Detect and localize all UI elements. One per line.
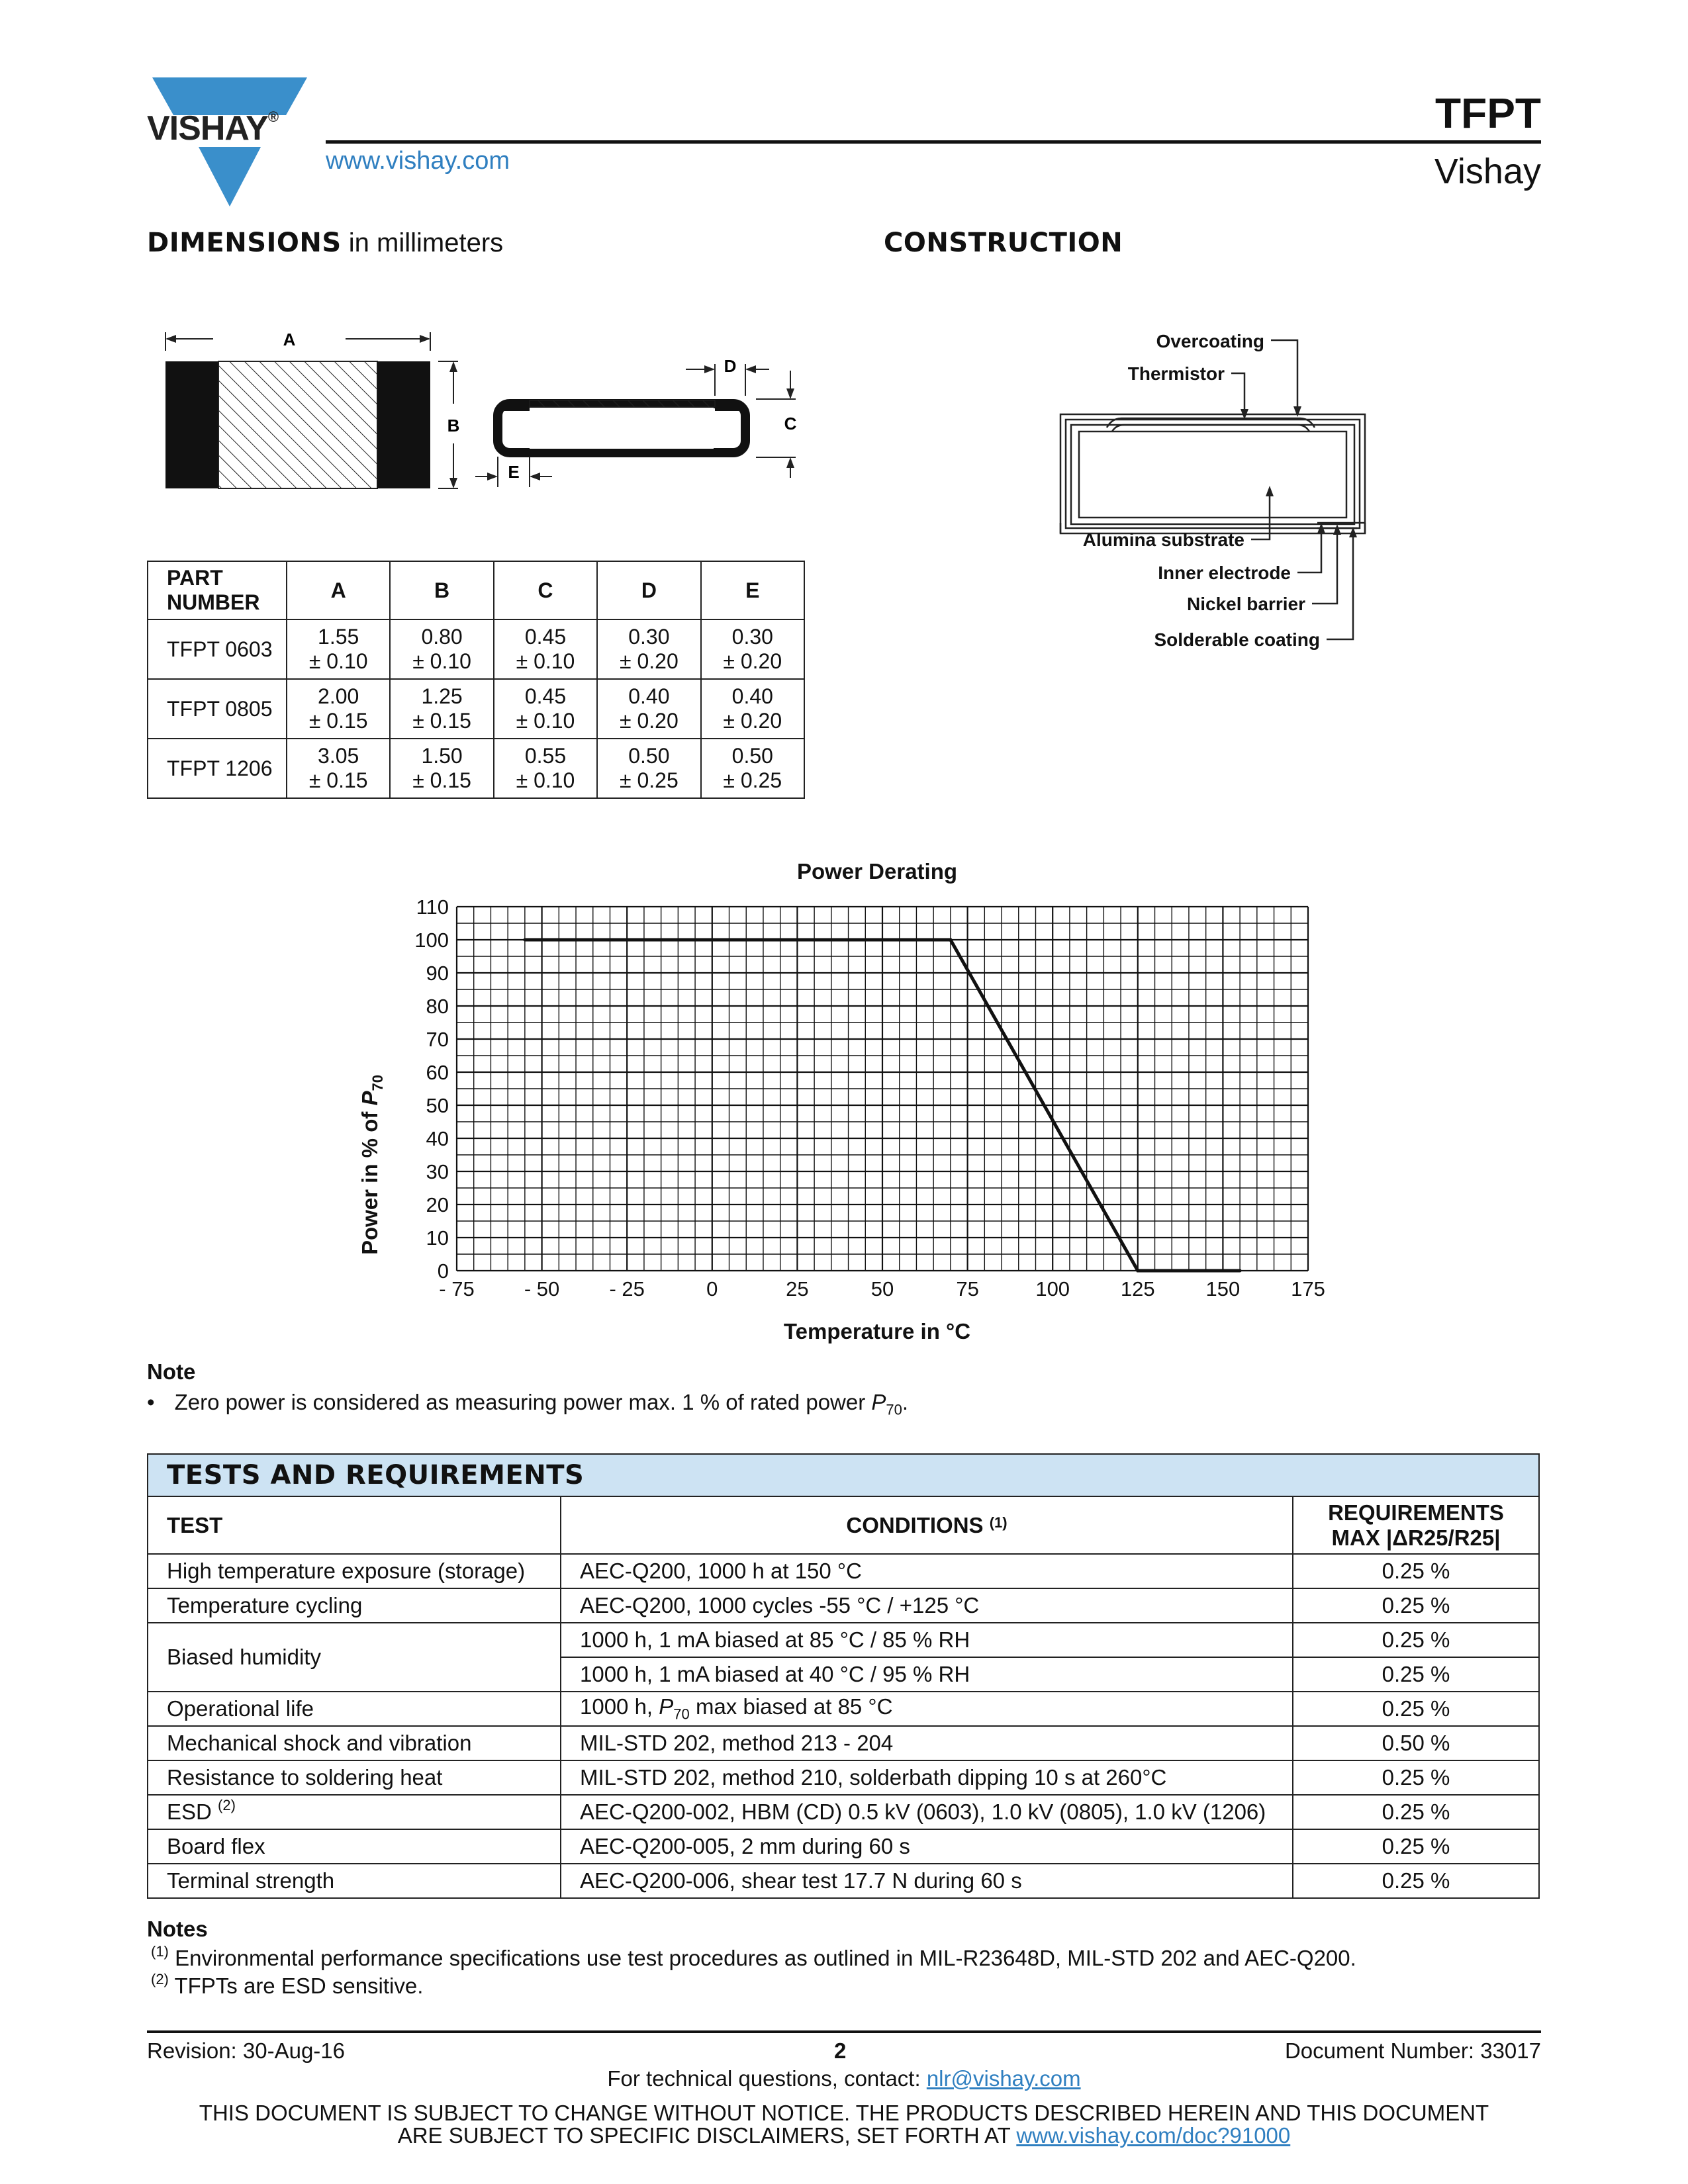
part-number: TFPT 0805 [148,679,287,739]
test-conditions: AEC-Q200, 1000 cycles -55 °C / +125 °C [561,1588,1293,1623]
chart-title: Power Derating [796,859,958,884]
dimensions-drawing [147,324,822,506]
table-row [148,1623,1539,1657]
col-header-a: A [287,561,390,619]
x-tick-label: 25 [786,1277,809,1300]
tests-table [147,1453,1540,1899]
construction-drawing [1046,324,1390,672]
y-tick-label: 20 [426,1193,449,1216]
x-tick-label: 75 [956,1277,979,1300]
test-requirement: 0.25 % [1293,1692,1539,1726]
page-number: 2 [834,2038,847,2063]
test-requirement: 0.50 % [1293,1726,1539,1760]
label-inner-electrode: Inner electrode [1158,563,1291,583]
x-tick-label: 175 [1291,1277,1325,1300]
test-conditions: AEC-Q200-006, shear test 17.7 N during 60 s [561,1864,1293,1898]
website-link[interactable]: www.vishay.com [326,147,510,175]
y-tick-label: 30 [426,1160,449,1183]
dim-value: 0.45 ± 0.10 [494,619,597,679]
test-name: Terminal strength [148,1864,561,1898]
x-tick-label: 100 [1035,1277,1070,1300]
dim-value: 0.40 ± 0.20 [597,679,700,739]
vishay-logo [147,74,312,206]
x-tick-label: 125 [1120,1277,1155,1300]
test-requirement: 0.25 % [1293,1864,1539,1898]
product-title: TFPT [1435,89,1541,137]
dim-value: 0.40 ± 0.20 [701,679,804,739]
power-derating-chart [344,854,1350,1360]
test-conditions: 1000 h, 1 mA biased at 40 °C / 95 % RH [561,1657,1293,1692]
test-conditions: AEC-Q200-005, 2 mm during 60 s [561,1829,1293,1864]
test-name: Operational life [148,1692,561,1726]
test-requirement: 0.25 % [1293,1795,1539,1829]
test-conditions: 1000 h, 1 mA biased at 85 °C / 85 % RH [561,1623,1293,1657]
table-row [148,1864,1539,1898]
test-conditions: AEC-Q200, 1000 h at 150 °C [561,1554,1293,1588]
contact-email-link[interactable]: nlr@vishay.com [926,2066,1081,2091]
dim-label-b: B [447,416,460,435]
test-name: ESD $^{(2)}$ [148,1795,561,1829]
part-number: TFPT 0603 [148,619,287,679]
col-header-test: TEST [148,1496,561,1554]
dimensions-heading: DIMENSIONS in millimeters [147,228,504,258]
y-tick-label: 110 [416,895,449,919]
chart-note-label: Note [147,1359,196,1384]
dim-label-d: D [724,356,737,376]
table-row [148,679,804,739]
x-tick-label: - 25 [609,1277,645,1300]
header-rule [326,140,1541,144]
revision: Revision: 30-Aug-16 [147,2038,345,2063]
table-row [148,739,804,798]
dim-value: 1.55 ± 0.10 [287,619,390,679]
y-tick-label: 80 [426,995,449,1018]
y-tick-label: 100 [414,929,449,952]
document-number: Document Number: 33017 [1284,2038,1541,2063]
label-solderable-coating: Solderable coating [1154,629,1320,650]
label-alumina: Alumina substrate [1082,529,1244,550]
test-requirement: 0.25 % [1293,1829,1539,1864]
x-tick-label: - 75 [439,1277,475,1300]
y-tick-label: 60 [426,1061,449,1084]
test-requirement: 0.25 % [1293,1554,1539,1588]
note-2: $^{(2)}$ TFPTs are ESD sensitive. [151,1971,424,1998]
data-point [1239,1269,1242,1273]
test-requirement: 0.25 % [1293,1760,1539,1795]
table-row [148,1726,1539,1760]
test-name: High temperature exposure (storage) [148,1554,561,1588]
col-header-requirements: REQUIREMENTS MAX |ΔR25/R25| [1293,1496,1539,1554]
test-conditions: 1000 h, $P_{70}$ max biased at 85 °C [561,1692,1293,1726]
dim-value: 0.45 ± 0.10 [494,679,597,739]
dim-label-e: E [508,462,520,482]
label-nickel-barrier: Nickel barrier [1187,594,1305,614]
disclaimer-link[interactable]: www.vishay.com/doc?91000 [1016,2123,1291,2148]
dim-label-a: A [283,330,296,349]
chart-note: • Zero power is considered as measuring power max. 1 % of rated power $P_{70}$. [147,1390,909,1418]
col-header-d: D [597,561,700,619]
col-header-e: E [701,561,804,619]
table-row [148,619,804,679]
dim-value: 0.55 ± 0.10 [494,739,597,798]
test-name: Board flex [148,1829,561,1864]
dim-value: 0.50 ± 0.25 [597,739,700,798]
dim-value: 2.00 ± 0.15 [287,679,390,739]
company-name: Vishay [1434,152,1541,191]
x-tick-label: - 50 [524,1277,560,1300]
test-requirement: 0.25 % [1293,1623,1539,1657]
dim-label-c: C [784,414,797,433]
y-tick-label: 0 [437,1259,449,1283]
col-header-part: PART NUMBER [148,561,287,619]
chart-ylabel: Power in % of $P_{70}$ [357,1074,386,1255]
table-row [148,1692,1539,1726]
tests-title: TESTS AND REQUIREMENTS [148,1454,1539,1496]
part-number: TFPT 1206 [148,739,287,798]
y-tick-label: 90 [426,962,449,985]
dim-value: 0.80 ± 0.10 [390,619,493,679]
y-tick-label: 50 [426,1094,449,1117]
data-point [1136,1269,1139,1273]
test-conditions: MIL-STD 202, method 210, solderbath dipping 10 s at 260°C [561,1760,1293,1795]
disclaimer-line-2: ARE SUBJECT TO SPECIFIC DISCLAIMERS, SET FORTH AT www.vishay.com/doc?91000 [397,2123,1291,2148]
table-row [148,1554,1539,1588]
notes-label: Notes [147,1917,208,1941]
y-tick-label: 40 [426,1127,449,1150]
brand-name: VISHAY® [147,109,279,148]
col-header-b: B [390,561,493,619]
test-name: Biased humidity [148,1623,561,1692]
test-conditions: AEC-Q200-002, HBM (CD) 0.5 kV (0603), 1.0 kV (0805), 1.0 kV (1206) [561,1795,1293,1829]
label-thermistor: Thermistor [1127,363,1225,384]
test-requirement: 0.25 % [1293,1657,1539,1692]
dim-value: 0.30 ± 0.20 [597,619,700,679]
test-conditions: MIL-STD 202, method 213 - 204 [561,1726,1293,1760]
test-name: Resistance to soldering heat [148,1760,561,1795]
chart-xlabel: Temperature in °C [783,1319,971,1343]
construction-heading: CONSTRUCTION [884,228,1123,258]
dimensions-table [147,561,805,799]
table-row [148,1795,1539,1829]
y-tick-label: 10 [426,1226,449,1250]
table-row [148,1829,1539,1864]
table-row [148,1760,1539,1795]
col-header-conditions: CONDITIONS $^{(1)}$ [561,1496,1293,1554]
data-point [949,938,952,942]
footer-rule [147,2030,1541,2033]
dim-value: 3.05 ± 0.15 [287,739,390,798]
note-1: $^{(1)}$ Environmental performance specifications use test procedures as outlined in MIL-R23648D, MIL-STD 202 and AEC-Q200. [151,1943,1356,1970]
contact-line: For technical questions, contact: nlr@vishay.com [607,2066,1081,2091]
col-header-c: C [494,561,597,619]
test-requirement: 0.25 % [1293,1588,1539,1623]
chart-grid [457,907,1308,1271]
dim-value: 0.50 ± 0.25 [701,739,804,798]
test-name: Temperature cycling [148,1588,561,1623]
disclaimer-line-1: THIS DOCUMENT IS SUBJECT TO CHANGE WITHOUT NOTICE. THE PRODUCTS DESCRIBED HEREIN AND THIS DOCUMENT [199,2101,1489,2125]
dim-value: 1.50 ± 0.15 [390,739,493,798]
y-tick-label: 70 [426,1028,449,1051]
data-point [523,938,526,942]
x-tick-label: 0 [706,1277,718,1300]
x-tick-label: 50 [870,1277,894,1300]
table-row [148,1588,1539,1623]
x-tick-label: 150 [1205,1277,1241,1300]
dim-value: 0.30 ± 0.20 [701,619,804,679]
dim-value: 1.25 ± 0.15 [390,679,493,739]
label-overcoating: Overcoating [1156,331,1264,351]
test-name: Mechanical shock and vibration [148,1726,561,1760]
